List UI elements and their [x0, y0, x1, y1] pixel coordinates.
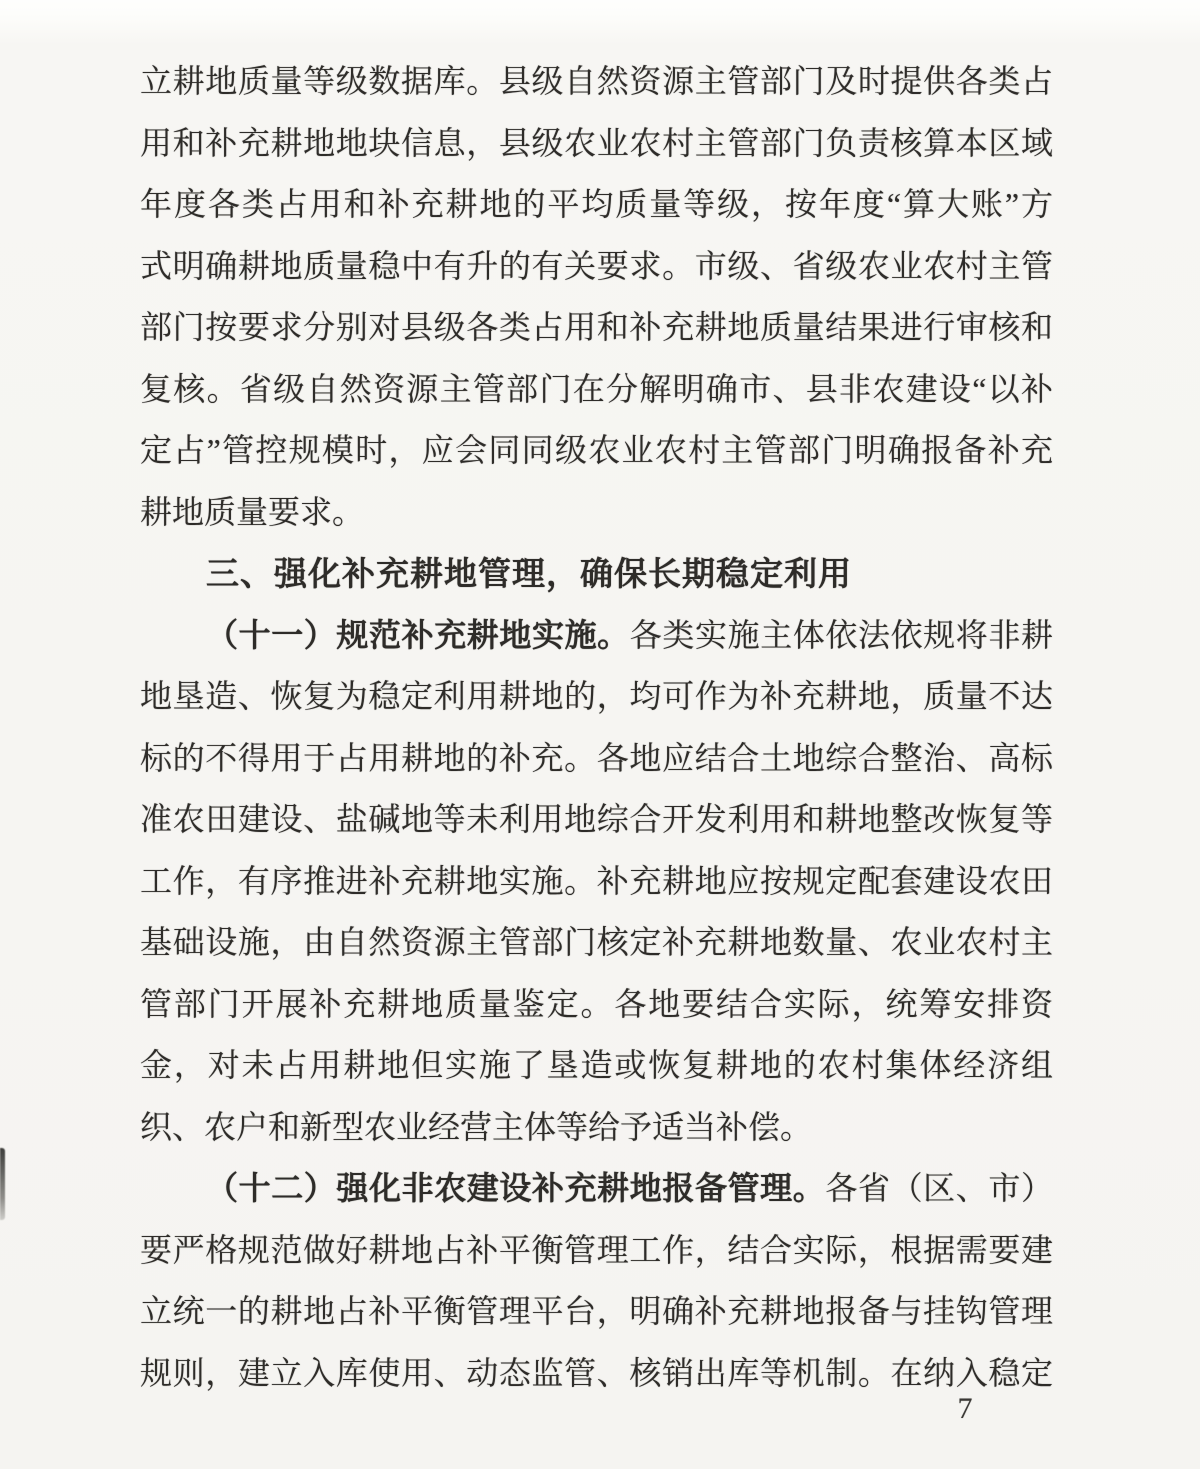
text-line — [140, 420, 1053, 482]
document-lines — [140, 51, 1053, 1404]
body-text: 要严格规范做好耕地占补平衡管理工作，结合实际，根据需要建 — [140, 1231, 1053, 1268]
body-text: 各省（区、市） — [825, 1170, 1053, 1206]
text-line — [140, 1158, 1053, 1220]
text-line — [140, 297, 1053, 359]
body-text: 工作，有序推进补充耕地实施。补充耕地应按规定配套建设农田 — [140, 862, 1053, 899]
text-line — [140, 974, 1053, 1036]
text-line — [140, 789, 1053, 851]
text-line — [140, 1097, 1053, 1159]
text-line — [140, 912, 1053, 974]
text-line — [140, 1035, 1053, 1097]
text-line — [140, 1220, 1053, 1282]
body-text: 定占”管控规模时，应会同同级农业农村主管部门明确报备补充 — [140, 432, 1053, 468]
body-text: 部门按要求分别对县级各类占用和补充耕地质量结果进行审核和 — [140, 309, 1053, 345]
body-text: 准农田建设、盐碱地等未利用地综合开发利用和耕地整改恢复等 — [140, 801, 1053, 837]
scan-smudge-artifact — [0, 1148, 5, 1220]
text-line — [140, 174, 1053, 236]
body-text: 规则，建立入库使用、动态监管、核销出库等机制。在纳入稳定 — [140, 1354, 1053, 1391]
body-text: 立耕地质量等级数据库。县级自然资源主管部门及时提供各类占 — [140, 63, 1053, 99]
text-line — [140, 1343, 1053, 1405]
body-text: 用和补充耕地地块信息，县级农业农村主管部门负责核算本区域 — [140, 124, 1053, 161]
body-text: 标的不得用于占用耕地的补充。各地应结合土地综合整治、高标 — [140, 739, 1053, 776]
paragraph-lead: 三、强化补充耕地管理，确保长期稳定利用 — [206, 555, 852, 592]
text-line — [140, 605, 1053, 667]
text-line — [140, 851, 1053, 913]
body-text: 织、农户和新型农业经营主体等给予适当补偿。 — [140, 1108, 813, 1145]
text-line — [140, 728, 1053, 790]
body-text: 复核。省级自然资源主管部门在分解明确市、县非农建设“以补 — [140, 370, 1053, 407]
paragraph-lead: （十一）规范补充耕地实施。 — [206, 616, 630, 653]
body-text: 立统一的耕地占补平衡管理平台，明确补充耕地报备与挂钩管理 — [140, 1293, 1053, 1329]
text-line — [140, 482, 1053, 544]
body-text: 地垦造、恢复为稳定利用耕地的，均可作为补充耕地，质量不达 — [140, 678, 1053, 714]
body-text: 管部门开展补充耕地质量鉴定。各地要结合实际，统筹安排资 — [140, 985, 1053, 1022]
text-line — [140, 51, 1053, 113]
section-heading — [140, 543, 1053, 605]
text-line — [140, 113, 1053, 175]
body-text: 金，对未占用耕地但实施了垦造或恢复耕地的农村集体经济组 — [140, 1047, 1053, 1083]
text-line — [140, 359, 1053, 421]
body-text: 各类实施主体依法依规将非耕 — [629, 616, 1053, 653]
body-text: 年度各类占用和补充耕地的平均质量等级，按年度“算大账”方 — [140, 186, 1053, 222]
body-text: 耕地质量要求。 — [140, 493, 365, 530]
document-page — [140, 51, 1053, 1404]
paragraph-lead: （十二）强化非农建设补充耕地报备管理。 — [206, 1170, 826, 1206]
page-number: 7 — [957, 1392, 973, 1425]
body-text: 式明确耕地质量稳中有升的有关要求。市级、省级农业农村主管 — [140, 247, 1053, 284]
text-line — [140, 236, 1053, 298]
text-line — [140, 1281, 1053, 1343]
text-line — [140, 666, 1053, 728]
body-text: 基础设施，由自然资源主管部门核定补充耕地数量、农业农村主 — [140, 924, 1053, 960]
